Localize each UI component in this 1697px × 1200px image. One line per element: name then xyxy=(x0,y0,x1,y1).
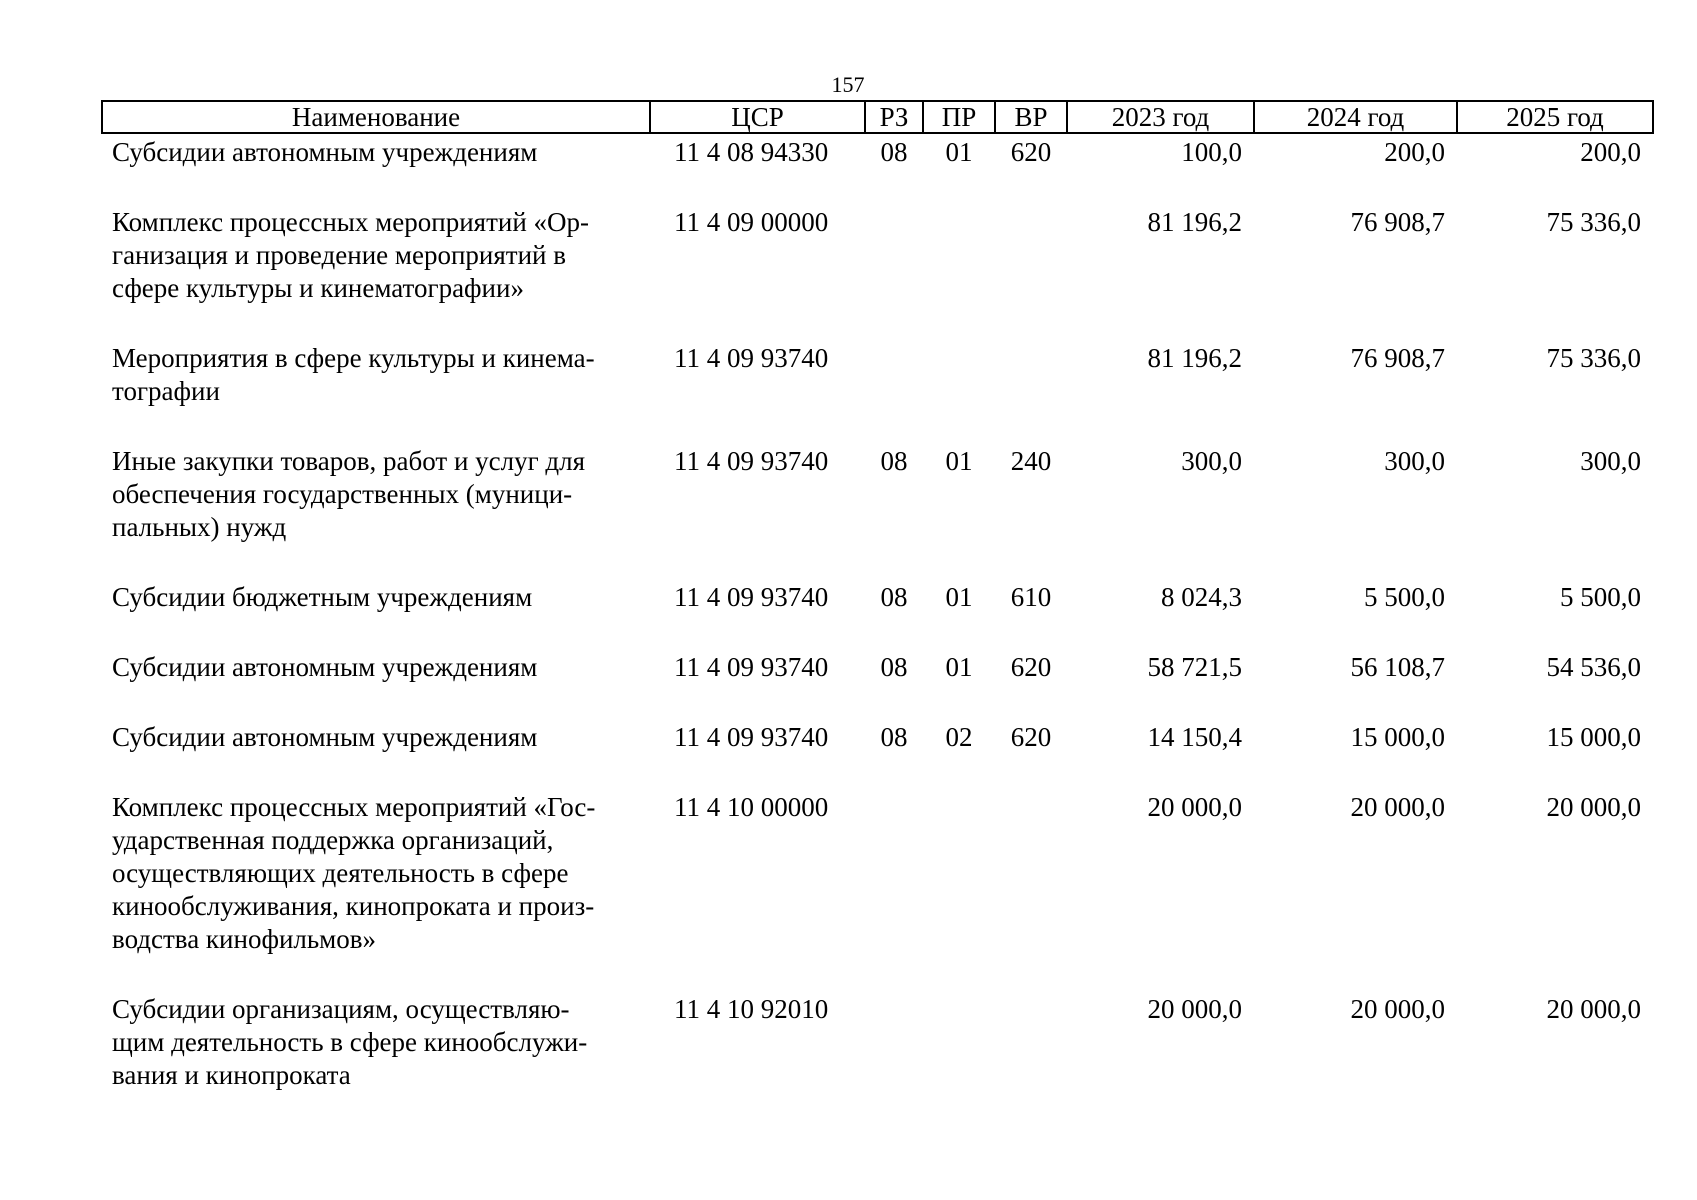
table-row xyxy=(102,206,1653,342)
budget-table xyxy=(101,100,1654,1129)
row-name: Иные закупки товаров, работ и услуг для обеспечения государственных (муници- пальных) нужд xyxy=(112,446,586,542)
row-name: Субсидии автономным учреждениям xyxy=(112,722,538,752)
row-vr: 240 xyxy=(1010,446,1052,476)
header-row xyxy=(102,101,1653,133)
row-pr: 01 xyxy=(945,652,973,682)
table-row xyxy=(102,721,1653,791)
row-2023: 8 024,3 xyxy=(1161,582,1242,612)
table-row xyxy=(102,993,1653,1129)
row-2025: 75 336,0 xyxy=(1546,343,1641,373)
row-csr: 11 4 09 00000 xyxy=(674,207,829,237)
row-2024: 15 000,0 xyxy=(1350,722,1445,752)
table-row xyxy=(102,342,1653,445)
row-vr: 610 xyxy=(1010,582,1052,612)
row-pr xyxy=(923,342,995,445)
table-row xyxy=(102,651,1653,721)
row-pr xyxy=(923,791,995,993)
page-number: 157 xyxy=(831,72,865,97)
row-csr: 11 4 09 93740 xyxy=(674,652,829,682)
row-rz: 08 xyxy=(880,652,908,682)
row-csr: 11 4 09 93740 xyxy=(674,446,829,476)
row-rz: 08 xyxy=(880,446,908,476)
row-2025: 20 000,0 xyxy=(1546,792,1641,822)
row-rz xyxy=(865,993,923,1129)
row-vr xyxy=(995,791,1067,993)
row-pr: 01 xyxy=(945,582,973,612)
row-2025: 15 000,0 xyxy=(1546,722,1641,752)
row-vr: 620 xyxy=(1010,652,1052,682)
row-name: Комплекс процессных мероприятий «Ор- ганизация и проведение мероприятий в сфере культуры и кинематографии» xyxy=(112,207,590,303)
row-rz: 08 xyxy=(880,137,908,167)
row-2023: 20 000,0 xyxy=(1147,792,1242,822)
row-2024: 56 108,7 xyxy=(1350,652,1445,682)
header-2023: 2023 год xyxy=(1067,101,1254,133)
row-pr xyxy=(923,206,995,342)
row-2025: 300,0 xyxy=(1580,446,1641,476)
row-csr: 11 4 09 93740 xyxy=(674,582,829,612)
row-csr: 11 4 10 92010 xyxy=(674,994,829,1024)
row-pr xyxy=(923,993,995,1129)
header-csr: ЦСР xyxy=(650,101,865,133)
row-2024: 300,0 xyxy=(1384,446,1445,476)
row-2025: 54 536,0 xyxy=(1546,652,1641,682)
row-name: Мероприятия в сфере культуры и кинема- тографии xyxy=(112,343,595,406)
row-name: Субсидии бюджетным учреждениям xyxy=(112,582,533,612)
table-row xyxy=(102,133,1653,206)
row-pr: 01 xyxy=(945,137,973,167)
header-rz: РЗ xyxy=(865,101,923,133)
row-2023: 81 196,2 xyxy=(1147,343,1242,373)
row-2023: 300,0 xyxy=(1181,446,1242,476)
row-pr: 02 xyxy=(945,722,973,752)
row-csr: 11 4 10 00000 xyxy=(674,792,829,822)
header-2024: 2024 год xyxy=(1254,101,1457,133)
row-2024: 5 500,0 xyxy=(1364,582,1445,612)
row-csr: 11 4 09 93740 xyxy=(674,722,829,752)
row-csr: 11 4 09 93740 xyxy=(674,343,829,373)
table-body xyxy=(102,133,1653,1129)
row-rz xyxy=(865,206,923,342)
table-row xyxy=(102,581,1653,651)
row-vr xyxy=(995,993,1067,1129)
row-2025: 200,0 xyxy=(1580,137,1641,167)
row-name: Субсидии организациям, осуществляю- щим деятельность в сфере кинообслужи- вания и кинопроката xyxy=(112,994,588,1090)
row-2023: 58 721,5 xyxy=(1147,652,1242,682)
row-2024: 76 908,7 xyxy=(1350,343,1445,373)
row-2024: 20 000,0 xyxy=(1350,792,1445,822)
row-vr: 620 xyxy=(1010,722,1052,752)
row-2023: 14 150,4 xyxy=(1147,722,1242,752)
row-2024: 76 908,7 xyxy=(1350,207,1445,237)
row-2023: 81 196,2 xyxy=(1147,207,1242,237)
row-rz: 08 xyxy=(880,582,908,612)
row-vr xyxy=(995,342,1067,445)
row-csr: 11 4 08 94330 xyxy=(674,137,829,167)
row-vr xyxy=(995,206,1067,342)
row-rz: 08 xyxy=(880,722,908,752)
row-name: Субсидии автономным учреждениям xyxy=(112,137,538,167)
table-row xyxy=(102,791,1653,993)
row-name: Комплекс процессных мероприятий «Гос- ударственная поддержка организаций, осуществляющих деятельность в сфере кинообслуживания, кинопроката и произ- водства кинофильмов» xyxy=(112,792,596,954)
row-rz xyxy=(865,791,923,993)
row-2025: 5 500,0 xyxy=(1560,582,1641,612)
table-row xyxy=(102,445,1653,581)
row-2024: 200,0 xyxy=(1384,137,1445,167)
row-2023: 100,0 xyxy=(1181,137,1242,167)
row-2024: 20 000,0 xyxy=(1350,994,1445,1024)
row-2025: 20 000,0 xyxy=(1546,994,1641,1024)
table-header xyxy=(102,101,1653,133)
row-name: Субсидии автономным учреждениям xyxy=(112,652,538,682)
header-vr: ВР xyxy=(995,101,1067,133)
row-vr: 620 xyxy=(1010,137,1052,167)
header-pr: ПР xyxy=(923,101,995,133)
row-pr: 01 xyxy=(945,446,973,476)
row-2023: 20 000,0 xyxy=(1147,994,1242,1024)
header-name: Наименование xyxy=(102,101,650,133)
header-2025: 2025 год xyxy=(1457,101,1653,133)
row-rz xyxy=(865,342,923,445)
row-2025: 75 336,0 xyxy=(1546,207,1641,237)
